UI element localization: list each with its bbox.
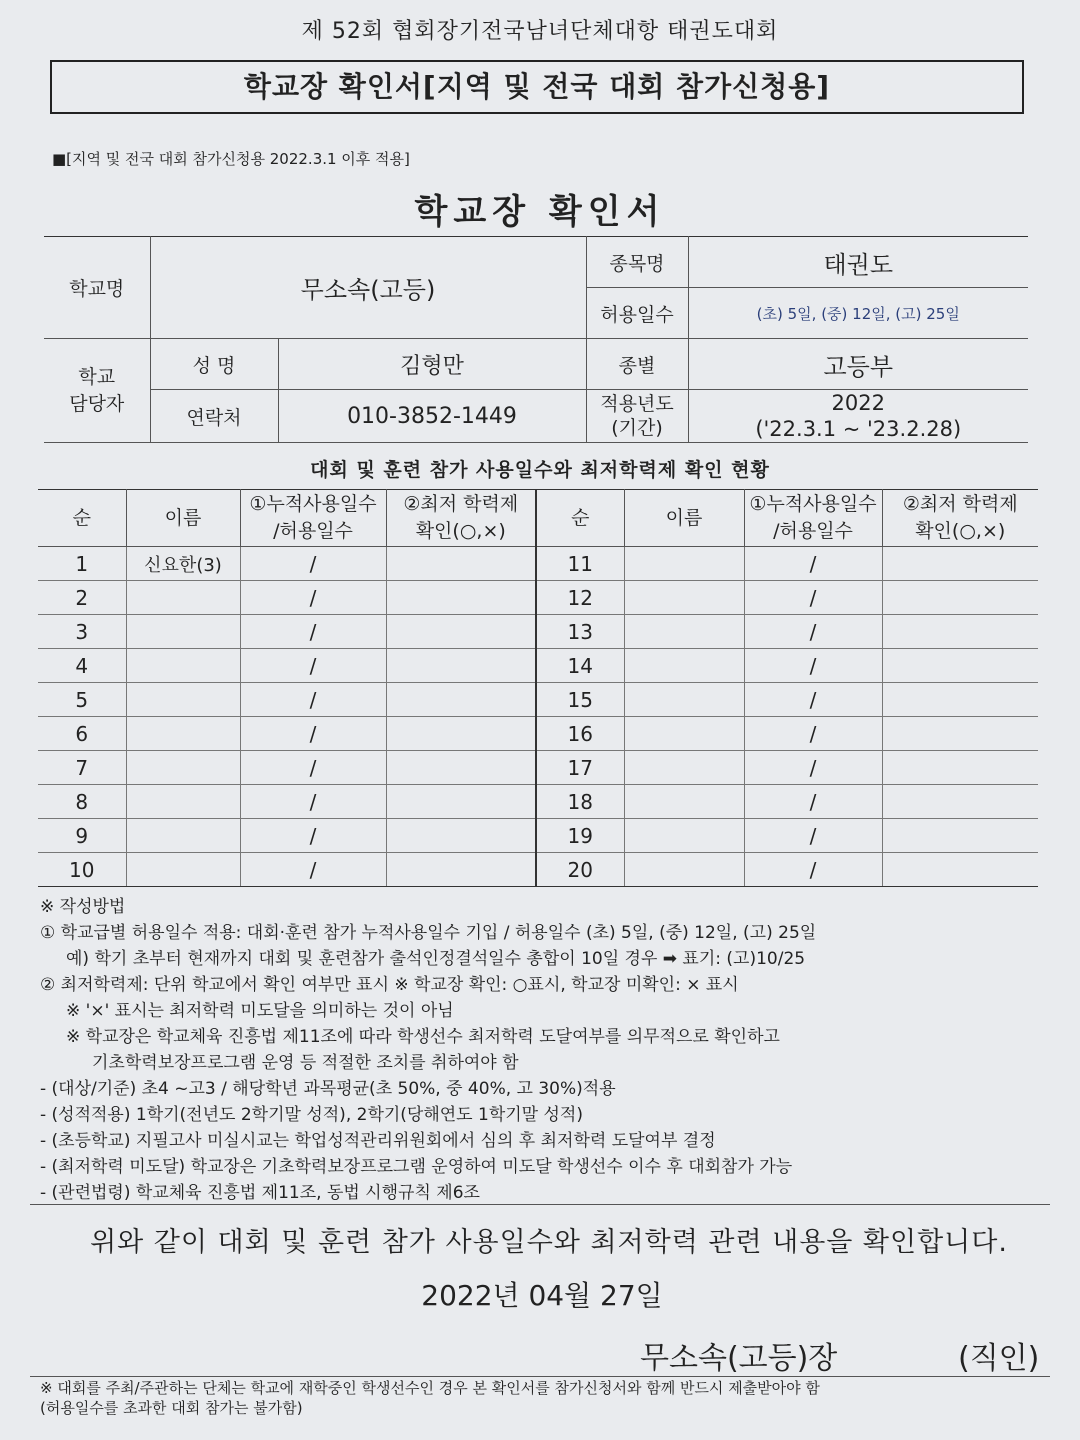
header-days: ①누적사용일수 /허용일수 [240,490,386,547]
row-number: 17 [536,751,624,785]
table-row [38,581,1038,615]
instruction-item: ② 최저학력제: 단위 학교에서 확인 여부만 표시 ※ 학교장 확인: ○표시, 학교장 미확인: × 표시 [40,975,739,995]
row-number: 4 [38,649,126,683]
days-used: / [744,819,882,853]
days-used: / [240,717,386,751]
student-name [126,615,240,649]
min-academic-check [882,751,1038,785]
table-row [38,615,1038,649]
instruction-detail: - (최저학력 미도달) 학교장은 기초학력보장프로그램 운영하여 미도달 학생선수 이수 후 대회참가 가능 [40,1157,793,1177]
days-used: / [744,717,882,751]
event-title: 제 52회 협회장기전국남녀단체대항 태권도대회 [301,19,779,44]
days-used: / [744,683,882,717]
min-academic-check [882,853,1038,887]
min-academic-check [386,717,536,751]
row-number: 15 [536,683,624,717]
student-name [126,649,240,683]
event-label: 종목명 [586,237,688,288]
row-number: 8 [38,785,126,819]
student-name [624,853,744,887]
header-no: 순 [38,490,126,547]
min-academic-check [386,547,536,581]
min-academic-check [386,683,536,717]
days-used: / [240,649,386,683]
student-name [624,615,744,649]
table-row [38,547,1038,581]
school-name-value: 무소속(고등) [150,237,586,339]
instruction-item: ① 학교급별 허용일수 적용: 대회·훈련 참가 누적사용일수 기입 / 허용일수 (초) 5일, (중) 12일, (고) 25일 [40,923,817,943]
days-used: / [744,649,882,683]
apply-year-value: 2022 ('22.3.1 ~ '23.2.28) [688,390,1028,443]
division-value: 고등부 [688,339,1028,390]
applicability-note: ■[지역 및 전국 대회 참가신청용 2022.3.1 이후 적용] [52,150,410,168]
instruction-detail: - (성적적용) 1학기(전년도 2학기말 성적), 2학기(당해연도 1학기말 성적) [40,1105,583,1125]
header-no: 순 [536,490,624,547]
row-number: 20 [536,853,624,887]
student-name [624,717,744,751]
manager-name-label: 성 명 [150,339,278,390]
table-row [38,649,1038,683]
table-row [38,683,1038,717]
days-used: / [240,547,386,581]
days-used: / [240,581,386,615]
student-name: 신요한(3) [126,547,240,581]
row-number: 19 [536,819,624,853]
student-name [126,717,240,751]
days-used: / [744,615,882,649]
student-name [126,751,240,785]
document-title: 학교장 확인서 [414,192,666,232]
min-academic-check [386,649,536,683]
instruction-detail: - (관련법령) 학교체육 진흥법 제11조, 동법 시행규칙 제6조 [40,1183,480,1203]
header-days: ①누적사용일수 /허용일수 [744,490,882,547]
min-academic-check [386,785,536,819]
issue-date: 2022년 04월 27일 [421,1279,663,1312]
student-name [624,785,744,819]
header-name: 이름 [624,490,744,547]
student-name [624,751,744,785]
signer: 무소속(고등)장 [640,1341,838,1376]
student-name [624,819,744,853]
official-stamp: (직인) [958,1341,1040,1376]
footer-note: ※ 대회를 주최/주관하는 단체는 학교에 재학중인 학생선수인 경우 본 확인서를 참가신청서와 함께 반드시 제출받아야 함 (허용일수를 초과한 대회 참가는 불가함) [40,1379,820,1417]
instructions-heading: ※ 작성방법 [40,897,126,917]
instruction-detail: - (초등학교) 지필고사 미실시교는 학업성적관리위원회에서 심의 후 최저학력 도달여부 결정 [40,1131,716,1151]
instruction-item: ※ 학교장은 학교체육 진흥법 제11조에 따라 학생선수 최저학력 도달여부를 의무적으로 확인하고 [66,1027,780,1047]
school-name-label: 학교명 [44,237,150,339]
days-used: / [744,751,882,785]
min-academic-check [386,615,536,649]
min-academic-check [386,853,536,887]
row-number: 14 [536,649,624,683]
confirmation-statement: 위와 같이 대회 및 훈련 참가 사용일수와 최저학력 관련 내용을 확인합니다. [90,1227,1008,1258]
student-name [126,819,240,853]
days-used: / [240,751,386,785]
row-number: 13 [536,615,624,649]
min-academic-check [386,581,536,615]
days-used: / [240,683,386,717]
instructions [40,894,1050,1206]
table-row [38,751,1038,785]
event-value: 태권도 [688,237,1028,288]
form-title: 학교장 확인서[지역 및 전국 대회 참가신청용] [50,60,1024,114]
days-used: / [240,615,386,649]
division-label: 종별 [586,339,688,390]
row-number: 11 [536,547,624,581]
days-used: / [744,581,882,615]
student-name [624,683,744,717]
header-min-academic: ②최저 학력제 확인(○,×) [386,490,536,547]
table-row [38,717,1038,751]
student-name [624,581,744,615]
contact-value: 010-3852-1449 [278,390,586,443]
header-min-academic: ②최저 학력제 확인(○,×) [882,490,1038,547]
min-academic-check [882,649,1038,683]
row-number: 2 [38,581,126,615]
row-number: 6 [38,717,126,751]
student-name [126,785,240,819]
student-name [126,683,240,717]
min-academic-check [386,751,536,785]
row-number: 16 [536,717,624,751]
row-number: 18 [536,785,624,819]
instruction-item: 예) 학기 초부터 현재까지 대회 및 훈련참가 출석인정결석일수 총합이 10일 경우 ➡ 표기: (고)10/25 [66,949,806,969]
row-number: 3 [38,615,126,649]
student-name [624,547,744,581]
table-row [38,853,1038,887]
divider [30,1204,1050,1205]
days-used: / [240,853,386,887]
participation-table [38,489,1038,887]
min-academic-check [882,717,1038,751]
student-name [126,853,240,887]
table-row [38,785,1038,819]
days-used: / [240,819,386,853]
school-info-table [44,236,1028,443]
contact-label: 연락처 [150,390,278,443]
row-number: 5 [38,683,126,717]
row-number: 12 [536,581,624,615]
school-manager-label: 학교 담당자 [44,339,150,443]
min-academic-check [882,819,1038,853]
student-name [624,649,744,683]
days-used: / [240,785,386,819]
row-number: 7 [38,751,126,785]
min-academic-check [882,785,1038,819]
apply-year-label: 적용년도 (기간) [586,390,688,443]
days-used: / [744,853,882,887]
min-academic-check [882,683,1038,717]
min-academic-check [882,615,1038,649]
allowed-days-value: (초) 5일, (중) 12일, (고) 25일 [688,288,1028,339]
row-number: 1 [38,547,126,581]
student-name [126,581,240,615]
table-row [38,819,1038,853]
instruction-item: ※ '×' 표시는 최저학력 미도달을 의미하는 것이 아님 [66,1001,454,1021]
days-used: / [744,785,882,819]
row-number: 9 [38,819,126,853]
days-used: / [744,547,882,581]
manager-name-value: 김형만 [278,339,586,390]
min-academic-check [882,547,1038,581]
allowed-days-label: 허용일수 [586,288,688,339]
min-academic-check [882,581,1038,615]
instruction-item: 기초학력보장프로그램 운영 등 적절한 조치를 취하여야 함 [92,1053,519,1073]
min-academic-check [386,819,536,853]
header-name: 이름 [126,490,240,547]
section-title: 대회 및 훈련 참가 사용일수와 최저학력제 확인 현황 [310,459,770,481]
instruction-detail: - (대상/기준) 초4 ~고3 / 해당학년 과목평균(초 50%, 중 40%, 고 30%)적용 [40,1079,616,1099]
divider [30,1376,1050,1377]
row-number: 10 [38,853,126,887]
